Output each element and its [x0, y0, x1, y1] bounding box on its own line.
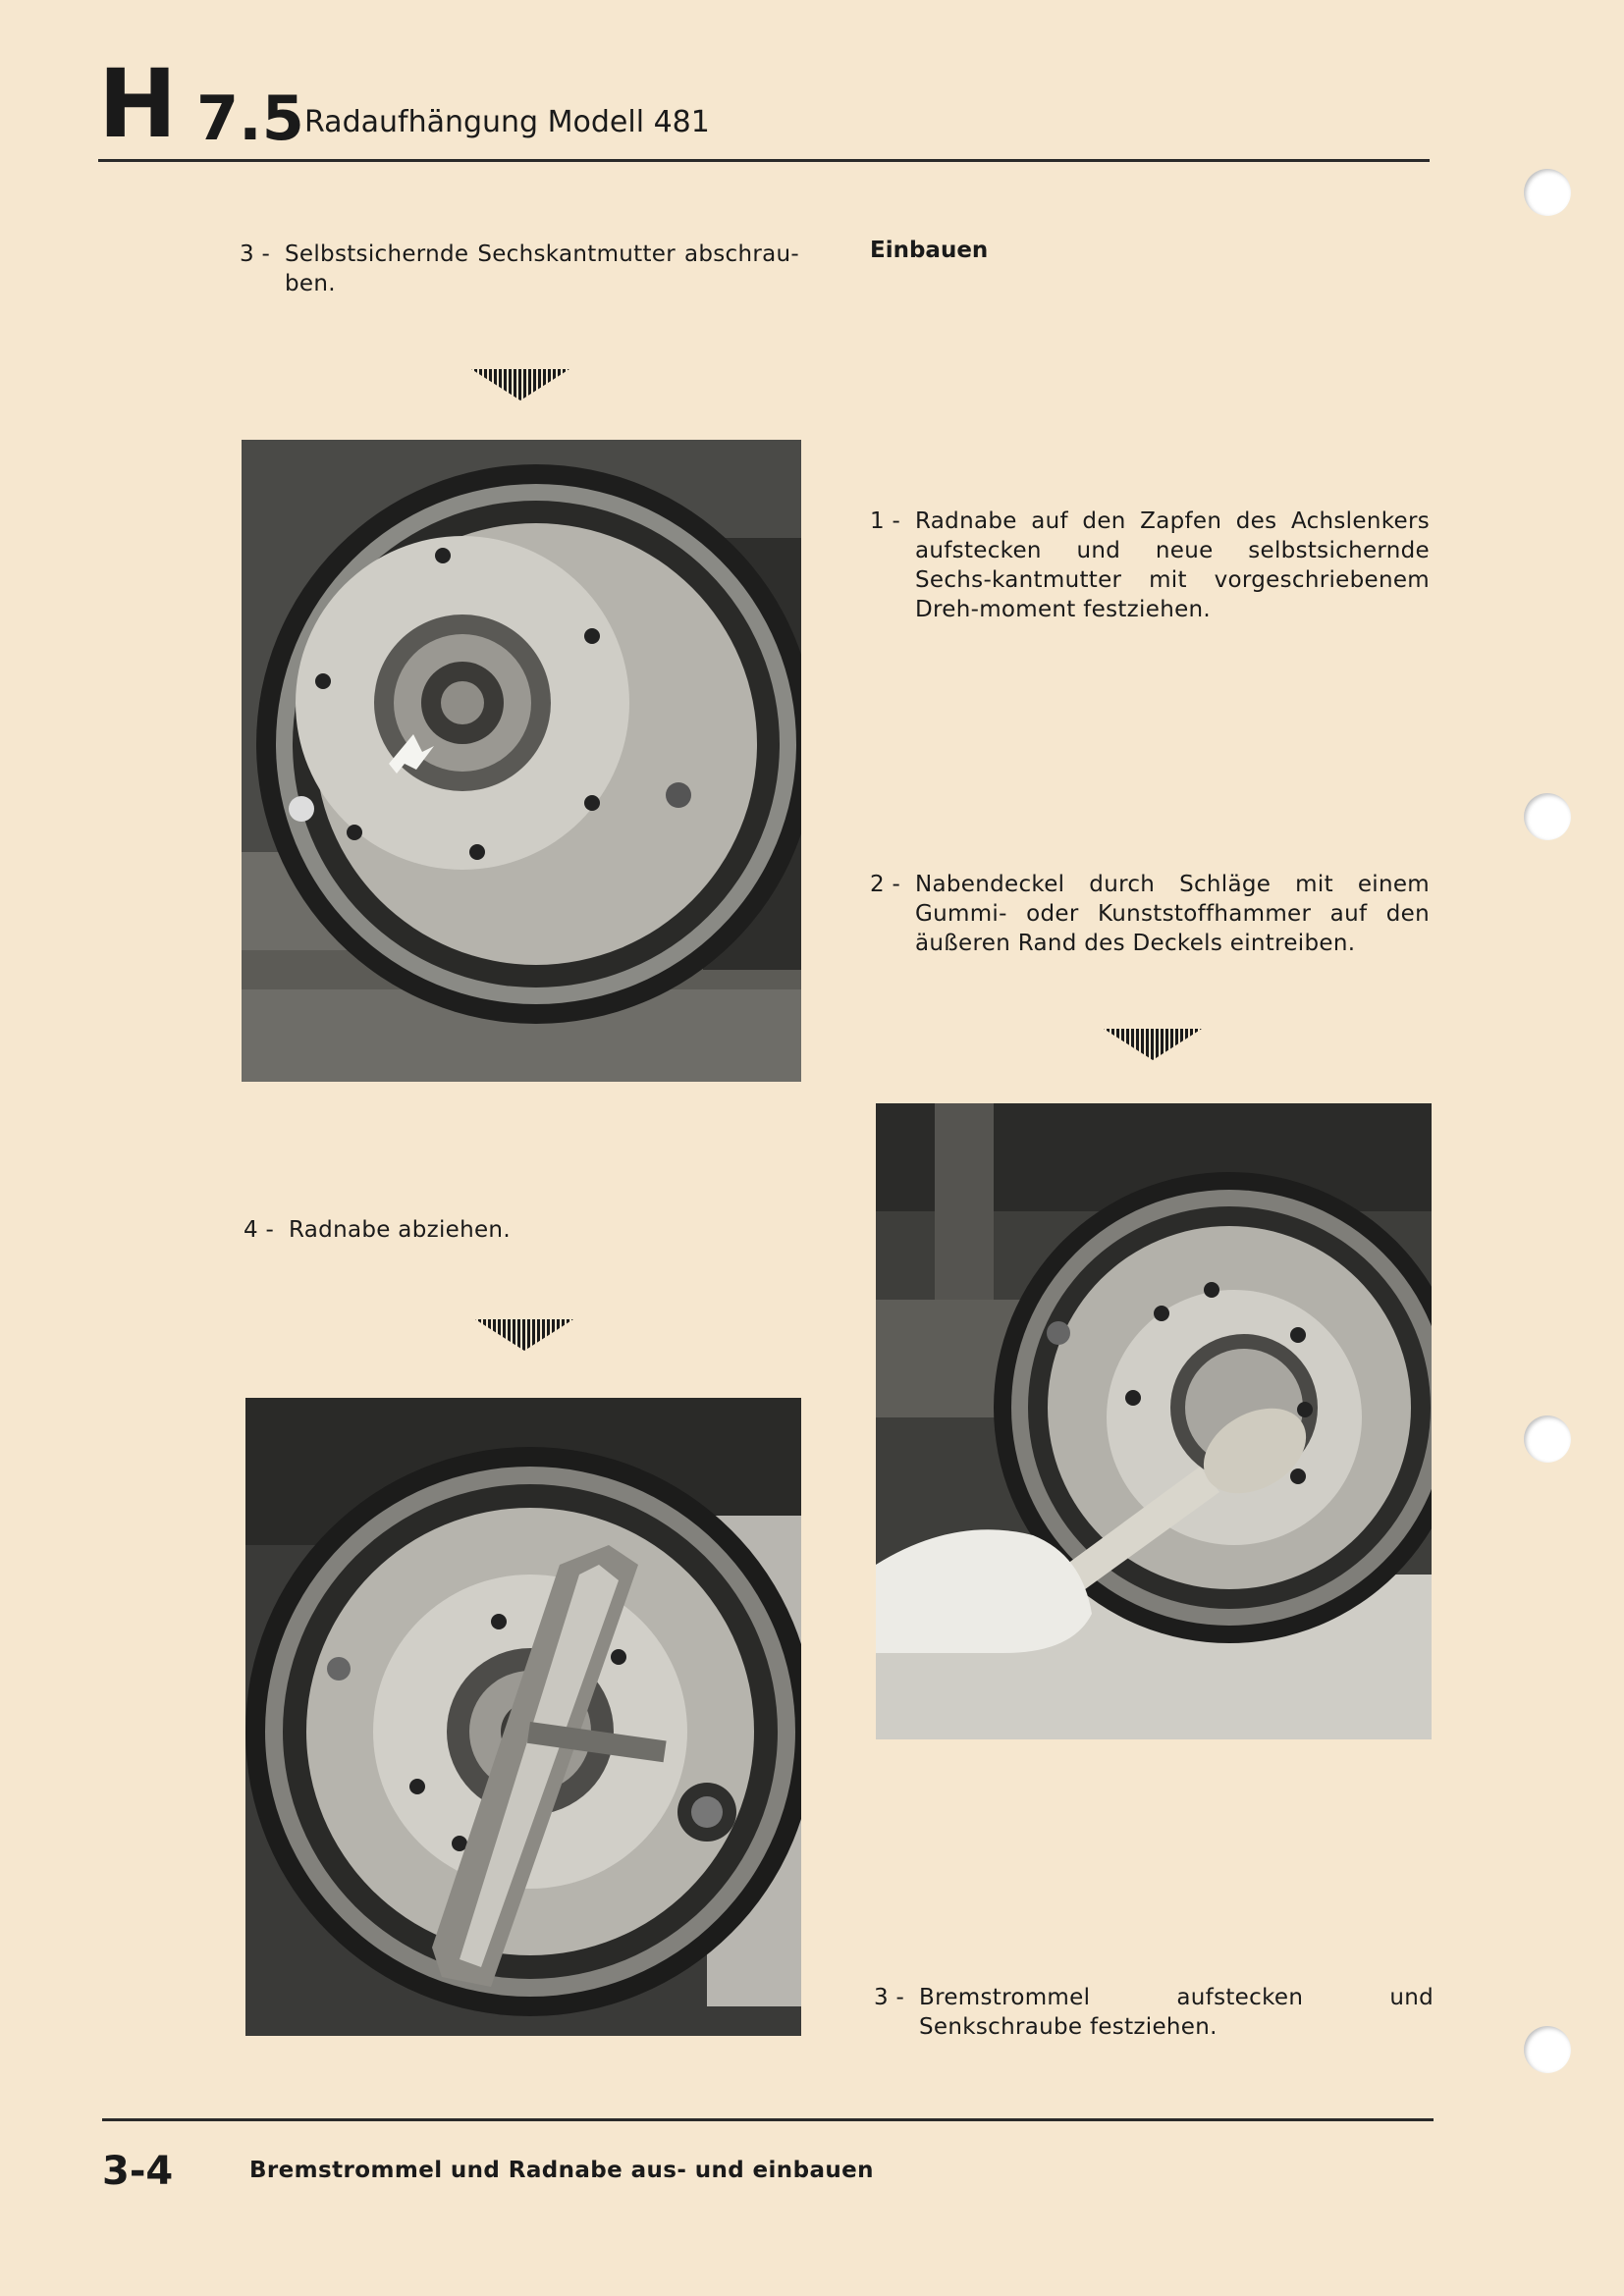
- hammer-cap-photo: [876, 1103, 1432, 1739]
- header-rule: [98, 159, 1430, 162]
- hub-puller-photo: [245, 1398, 801, 2036]
- right-step-3: [874, 1983, 1434, 2046]
- page-number: 3-4: [102, 2149, 174, 2194]
- left-step-4-text: Radnabe abziehen.: [289, 1217, 511, 1243]
- right-step-1: [870, 507, 1430, 628]
- right-step-2-text: Nabendeckel durch Schläge mit einem Gummi- oder Kunststoffhammer auf den äußeren Rand des Deckels eintreiben.: [915, 872, 1430, 956]
- left-step-3: [240, 240, 799, 302]
- right-step-3-number: 3 -: [874, 1985, 905, 2010]
- section-letter: H: [98, 49, 176, 159]
- down-arrow-icon: [469, 367, 571, 402]
- right-step-2-number: 2 -: [870, 872, 901, 897]
- down-arrow-icon: [1102, 1027, 1204, 1062]
- right-step-3-text: Bremstrommel aufstecken und Senkschraube festziehen.: [919, 1985, 1434, 2040]
- wheel-hub-nut-photo: [242, 440, 801, 1082]
- footer-title: Bremstrommel und Radnabe aus- und einbauen: [249, 2158, 874, 2183]
- punch-hole-3: [1524, 1415, 1571, 1463]
- right-step-1-number: 1 -: [870, 508, 901, 534]
- left-step-4-number: 4 -: [244, 1217, 275, 1243]
- install-subheading: Einbauen: [870, 238, 989, 263]
- punch-hole-1: [1524, 169, 1571, 216]
- section-number: 7.5: [196, 82, 304, 154]
- right-step-1-text: Radnabe auf den Zapfen des Achslenkers aufstecken und neue selbstsichernde Sechs-kantmutter mit vorgeschriebenem Dreh-moment festziehen.: [915, 508, 1430, 622]
- right-step-2: [870, 870, 1430, 962]
- down-arrow-icon: [473, 1317, 575, 1353]
- left-step-4: [244, 1215, 734, 1249]
- page-title: Radaufhängung Modell 481: [304, 105, 710, 139]
- left-step-3-number: 3 -: [240, 241, 271, 267]
- punch-hole-4: [1524, 2026, 1571, 2073]
- footer-rule: [102, 2118, 1434, 2121]
- punch-hole-2: [1524, 793, 1571, 840]
- left-step-3-text: Selbstsichernde Sechskantmutter abschrau-ben.: [285, 241, 799, 296]
